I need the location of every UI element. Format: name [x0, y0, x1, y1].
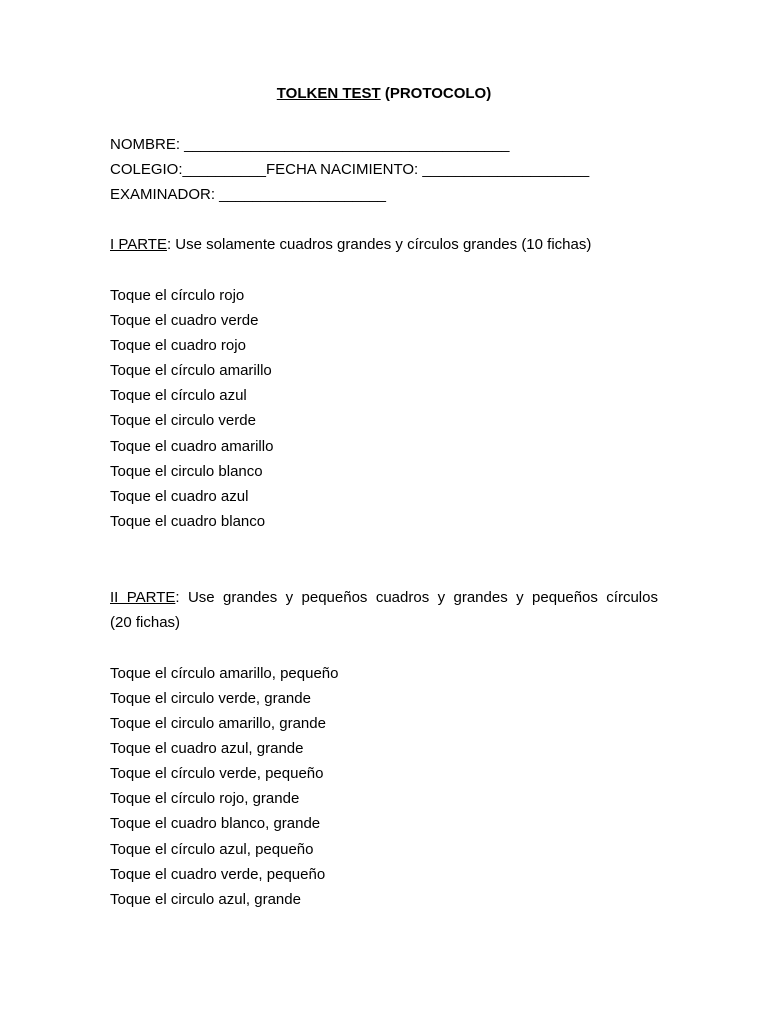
field-examinador: EXAMINADOR: ____________________: [110, 186, 387, 203]
part1-item: Toque el cuadro verde: [110, 312, 259, 329]
part1-item: Toque el cuadro blanco: [110, 513, 266, 530]
part1-item: Toque el cuadro rojo: [110, 337, 246, 354]
part2-label: II PARTE: [110, 589, 176, 606]
part1-item: Toque el circulo blanco: [110, 463, 263, 480]
part2-heading: [110, 589, 658, 607]
part2-item: Toque el círculo rojo, grande: [110, 790, 300, 807]
part1-item: Toque el cuadro azul: [110, 488, 249, 505]
part2-item: Toque el cuadro blanco, grande: [110, 815, 321, 832]
field-colegio-fecha: COLEGIO:__________FECHA NACIMIENTO: ____________________: [110, 161, 590, 178]
part2-item: Toque el cuadro verde, pequeño: [110, 866, 326, 883]
part1-heading: [110, 236, 591, 254]
title-main: TOLKEN TEST: [276, 85, 381, 102]
part2-instruction-cont: (20 fichas): [110, 614, 181, 631]
part1-item: Toque el círculo azul: [110, 387, 247, 404]
title-suffix: (PROTOCOLO): [380, 85, 492, 102]
part1-instruction: : Use solamente cuadros grandes y círculos grandes (10 fichas): [166, 236, 592, 253]
part1-label: I PARTE: [110, 236, 167, 253]
part2-item: Toque el círculo azul, pequeño: [110, 841, 314, 858]
part1-item: Toque el cuadro amarillo: [110, 438, 274, 455]
part2-item: Toque el circulo azul, grande: [110, 891, 301, 908]
part1-item: Toque el circulo verde: [110, 412, 256, 429]
part2-item: Toque el cuadro azul, grande: [110, 740, 304, 757]
part2-item: Toque el circulo verde, grande: [110, 690, 311, 707]
part2-item: Toque el circulo amarillo, grande: [110, 715, 326, 732]
part1-item: Toque el círculo rojo: [110, 287, 245, 304]
part2-item: Toque el círculo verde, pequeño: [110, 765, 324, 782]
part2-item: Toque el círculo amarillo, pequeño: [110, 665, 339, 682]
field-nombre: NOMBRE: _______________________________________: [110, 136, 510, 153]
part2-instruction: : Use grandes y pequeños cuadros y grandes y pequeños círculos: [175, 589, 658, 606]
part1-item: Toque el círculo amarillo: [110, 362, 272, 379]
document-title: [0, 85, 768, 103]
